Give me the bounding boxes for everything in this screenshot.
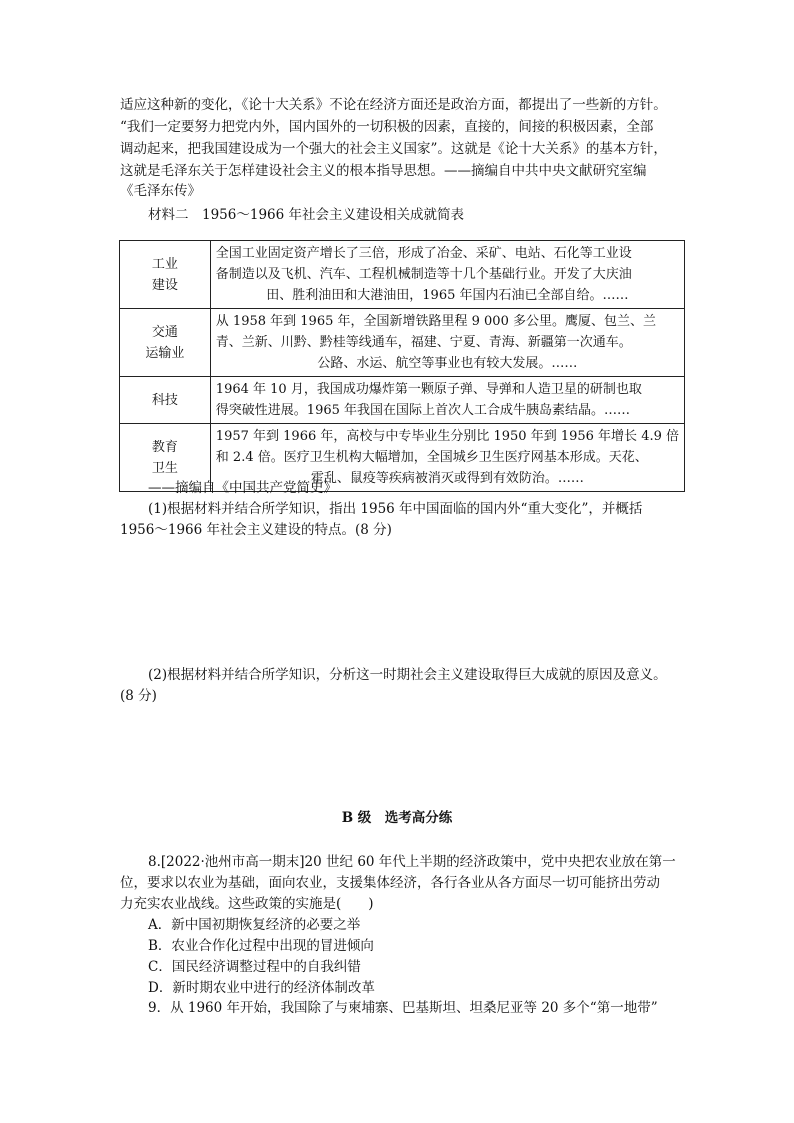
question-9-line: 9．从 1960 年开始，我国除了与柬埔寨、巴基斯坦、坦桑尼亚等 20 多个“第一地带” bbox=[148, 1000, 658, 1016]
intro-line: 适应这种新的变化，《论十大关系》不论在经济方面还是政治方面，都提出了一些新的方针。 bbox=[120, 97, 667, 113]
description-line: 得突破性进展。1965 年我国在国际上首次人工合成牛胰岛素结晶。…… bbox=[215, 403, 631, 418]
question-1-line: (1)根据材料并结合所学知识，指出 1956 年中国面临的国内外“重大变化”，并概括 bbox=[148, 501, 643, 517]
question-1-line: 1956～1966 年社会主义建设的特点。(8 分) bbox=[120, 522, 392, 538]
achievements-table bbox=[119, 240, 685, 492]
category-label: 建设 bbox=[151, 277, 178, 293]
category-label: 交通 bbox=[151, 324, 178, 340]
description-cell bbox=[210, 377, 684, 424]
description-line: 霍乱、鼠疫等疾病被消灭或得到有效防治。…… bbox=[310, 471, 584, 486]
description-line: 青、兰新、川黔、黔桂等线通车，福建、宁夏、青海、新疆第一次通车。 bbox=[215, 335, 632, 350]
description-line: 和 2.4 倍。医疗卫生机构大幅增加，全国城乡卫生医疗网基本形成。天花、 bbox=[215, 450, 648, 465]
description-line: 田、胜利油田和大港油田，1965 年国内石油已全部自给。…… bbox=[266, 288, 629, 303]
question-8-line: 8.[2022·池州市高一期末]20 世纪 60 年代上半期的经济政策中，党中央把农业放在第一 bbox=[148, 854, 676, 870]
category-label: 卫生 bbox=[151, 460, 178, 476]
category-label: 运输业 bbox=[145, 345, 185, 361]
question-8-line: 力充实农业战线。这些政策的实施是( ) bbox=[120, 896, 374, 912]
intro-line: “我们一定要努力把党内外，国内国外的一切积极的因素，直接的，间接的积极因素，全部 bbox=[120, 119, 654, 135]
category-cell bbox=[120, 309, 211, 377]
category-cell bbox=[120, 377, 211, 424]
intro-line: 这就是毛泽东关于怎样建设社会主义的根本指导思想。——摘编自中共中央文献研究室编 bbox=[120, 163, 647, 179]
description-line: 全国工业固定资产增长了三倍，形成了冶金、采矿、电站、石化等工业设 bbox=[215, 246, 632, 261]
option-a[interactable]: A．新中国初期恢复经济的必要之举 bbox=[148, 917, 361, 933]
description-line: 1957 年到 1966 年，高校与中专毕业生分别比 1950 年到 1956 年增长 4.9 倍 bbox=[215, 429, 679, 444]
category-label: 科技 bbox=[151, 392, 178, 408]
question-2-line: (8 分) bbox=[120, 688, 157, 704]
description-line: 公路、水运、航空等事业也有较大发展。…… bbox=[317, 356, 578, 371]
table-row bbox=[120, 377, 685, 424]
category-label: 教育 bbox=[151, 439, 178, 455]
table-row bbox=[120, 241, 685, 309]
intro-line: 调动起来，把我国建设成为一个强大的社会主义国家”。这就是《论十大关系》的基本方针， bbox=[120, 141, 667, 157]
option-b[interactable]: B．农业合作化过程中出现的冒进倾向 bbox=[148, 938, 374, 954]
description-line: 1964 年 10 月，我国成功爆炸第一颗原子弹、导弹和人造卫星的研制也取 bbox=[215, 382, 642, 397]
source-citation: ——摘编自《中国共产党简史》 bbox=[148, 480, 337, 496]
description-line: 备制造以及飞机、汽车、工程机械制造等十几个基础行业。开发了大庆油 bbox=[215, 267, 632, 282]
option-c[interactable]: C．国民经济调整过程中的自我纠错 bbox=[148, 959, 361, 975]
material-title: 材料二 1956～1966 年社会主义建设相关成就简表 bbox=[148, 207, 465, 223]
description-line: 从 1958 年到 1965 年，全国新增铁路里程 9 000 多公里。鹰厦、包兰、兰 bbox=[215, 314, 656, 329]
question-8-line: 位，要求以农业为基础，面向农业，支援集体经济，各行各业从各方面尽一切可能挤出劳动 bbox=[120, 875, 660, 891]
question-2-line: (2)根据材料并结合所学知识，分析这一时期社会主义建设取得巨大成就的原因及意义。 bbox=[148, 667, 667, 683]
category-label: 工业 bbox=[151, 256, 178, 272]
intro-line: 《毛泽东传》 bbox=[120, 183, 201, 199]
section-heading: B 级 选考高分练 bbox=[341, 810, 453, 826]
category-cell bbox=[120, 241, 211, 309]
description-cell bbox=[210, 309, 684, 377]
table-row bbox=[120, 309, 685, 377]
description-cell bbox=[210, 241, 684, 309]
option-d[interactable]: D．新时期农业中进行的经济体制改革 bbox=[148, 980, 375, 996]
